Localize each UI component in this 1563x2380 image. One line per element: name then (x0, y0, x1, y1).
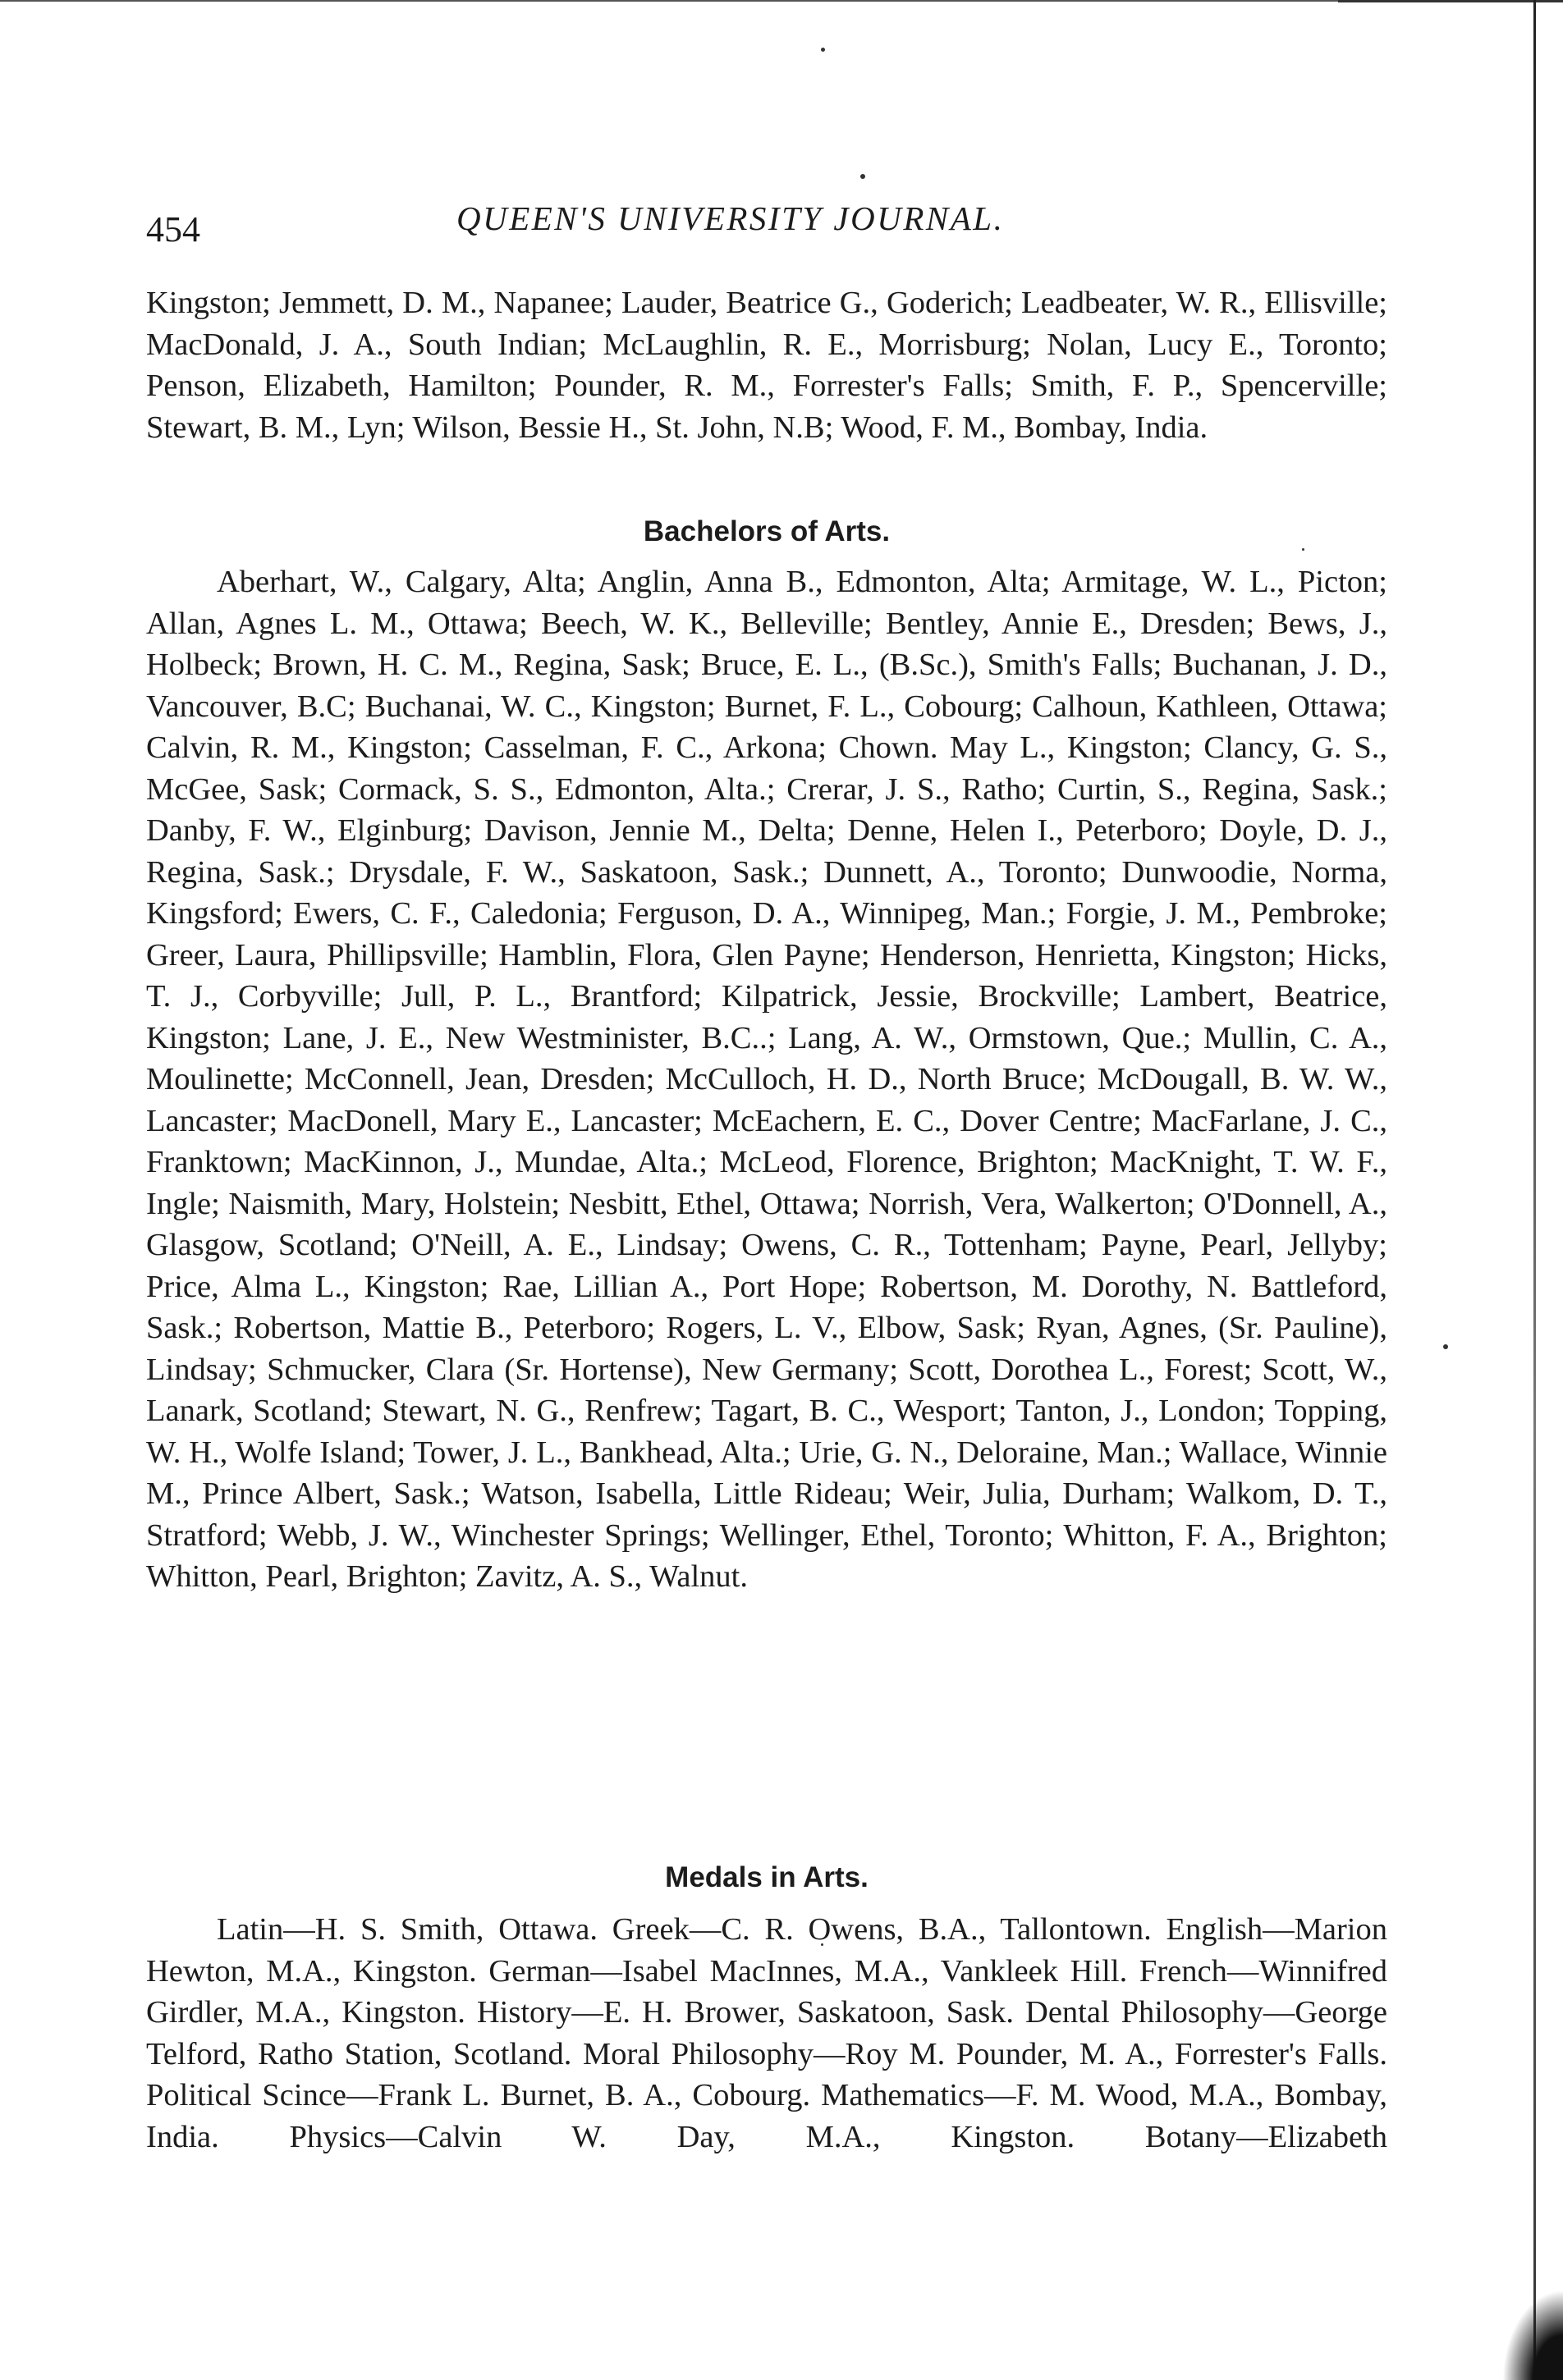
running-head: QUEEN'S UNIVERSITY JOURNAL. (456, 199, 1005, 237)
top-edge-rule (0, 0, 1494, 2)
section-heading-medals: Medals in Arts. (665, 1861, 869, 1893)
continued-list-paragraph: Kingston; Jemmett, D. M., Napanee; Lauder, Beatrice G., Goderich; Leadbeater, W. R., Ellisville; MacDonald, J. A., South Indian; McLaughlin, R. E., Morrisburg; Nolan, Lucy E., Toronto; Penson, Elizabeth, Hamilton; Pounder, R. M., Forrester's Falls; Smith, F. P., Spencerville; Stewart, B. M., Lyn; Wilson, Bessie H., St. John, N.B; Wood, F. M., Bombay, India. (146, 286, 1387, 445)
scan-speck (860, 174, 865, 179)
top-edge-rule-dark (1338, 0, 1563, 2)
scan-speck (1302, 548, 1304, 551)
right-page-edge (1533, 0, 1536, 2380)
scan-speck (1443, 1344, 1448, 1349)
page-number: 454 (146, 209, 200, 249)
section-heading-bachelors: Bachelors of Arts. (643, 515, 891, 547)
scan-speck (821, 48, 825, 52)
page-corner-shadow (1502, 2290, 1563, 2380)
bachelors-list-paragraph: Aberhart, W., Calgary, Alta; Anglin, Anna B., Edmonton, Alta; Armitage, W. L., Picton; Allan, Agnes L. M., Ottawa; Beech, W. K., Belleville; Bentley, Annie E., Dresden; Bews, J., Holbeck; Brown, H. C. M., Regina, Sask; Bruce, E. L., (B.Sc.), Smith's Falls; Buchanan, J. D., Vancouver, B.C; Buchanai, W. C., Kingston; Burnet, F. L., Cobourg; Calhoun, Kathleen, Ottawa; Calvin, R. M., Kingston; Casselman, F. C., Arkona; Chown. May L., Kingston; Clancy, G. S., McGee, Sask; Cormack, S. S., Edmonton, Alta.; Crerar, J. S., Ratho; Curtin, S., Regina, Sask.; Danby, F. W., Elginburg; Davison, Jennie M., Delta; Denne, Helen I., Peterboro; Doyle, D. J., Regina, Sask.; Drysdale, F. W., Saskatoon, Sask.; Dunnett, A., Toronto; Dunwoodie, Norma, Kingsford; Ewers, C. F., Caledonia; Ferguson, D. A., Winnipeg, Man.; Forgie, J. M., Pembroke; Greer, Laura, Phillipsville; Hamblin, Flora, Glen Payne; Henderson, Henrietta, Kingston; Hicks, T. J., Corbyville; Jull, P. L., Brantford; Kilpatrick, Jessie, Brockville; Lambert, Beatrice, Kingston; Lane, J. E., New Westminister, B.C..; Lang, A. W., Ormstown, Que.; Mullin, C. A., Moulinette; McConnell, Jean, Dresden; McCulloch, H. D., North Bruce; McDougall, B. W. W., Lancaster; MacDonell, Mary E., Lancaster; McEachern, E. C., Dover Centre; MacFarlane, J. C., Franktown; MacKinnon, J., Mundae, Alta.; McLeod, Florence, Brighton; MacKnight, T. W. F., Ingle; Naismith, Mary, Holstein; Nesbitt, Ethel, Ottawa; Norrish, Vera, Walkerton; O'Donnell, A., Glasgow, Scotland; O'Neill, A. E., Lindsay; Owens, C. R., Tottenham; Payne, Pearl, Jellyby; Price, Alma L., Kingston; Rae, Lillian A., Port Hope; Robertson, M. Dorothy, N. Battleford, Sask.; Robertson, Mattie B., Peterboro; Rogers, L. V., Elbow, Sask; Ryan, Agnes, (Sr. Pauline), Lindsay; Schmucker, Clara (Sr. Hortense), New Germany; Scott, Dorothea L., Forest; Scott, W., Lanark, Scotland; Stewart, N. G., Renfrew; Tagart, B. C., Wesport; Tanton, J., London; Topping, W. H., Wolfe Island; Tower, J. L., Bankhead, Alta.; Urie, G. N., Deloraine, Man.; Wallace, Winnie M., Prince Albert, Sask.; Watson, Isabella, Little Rideau; Weir, Julia, Durham; Walkom, D. T., Stratford; Webb, J. W., Winchester Springs; Wellinger, Ethel, Toronto; Whitton, F. A., Brighton; Whitton, Pearl, Brighton; Zavitz, A. S., Walnut. (146, 565, 1387, 1594)
medals-list-paragraph: Latin—H. S. Smith, Ottawa. Greek—C. R. Owens, B.A., Tallontown. English—Marion Hewton, M.A., Kingston. German—Isabel MacInnes, M.A., Vankleek Hill. French—Winnifred Girdler, M.A., Kingston. History—E. H. Brower, Saskatoon, Sask. Dental Philosophy—George Telford, Ratho Station, Scotland. Moral Philosophy—Roy M. Pounder, M. A., Forrester's Falls. Political Scince—Frank L. Burnet, B. A., Cobourg. Mathematics—F. M. Wood, M.A., Bombay, India. Physics—Calvin W. Day, M.A., Kingston. Botany—Elizabeth (146, 1912, 1387, 2154)
